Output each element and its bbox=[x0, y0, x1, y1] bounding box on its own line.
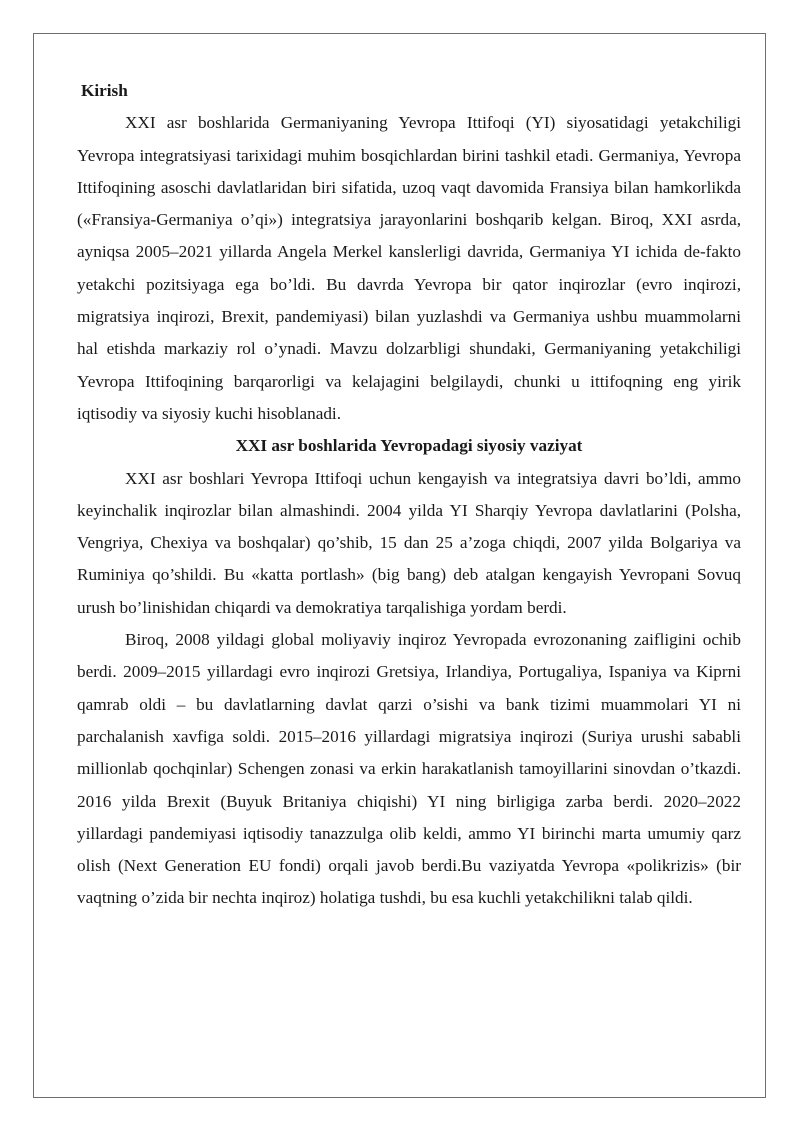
document-body bbox=[77, 75, 741, 915]
intro-paragraph: XXI asr boshlarida Germaniyaning Yevropa Ittifoqi (YI) siyosatidagi yetakchiligi Yevropa integratsiyasi tarixidagi muhim bosqichlardan birini tashkil etadi. Germaniya, Yevropa Ittifoqining asoschi davlatlaridan biri sifatida, uzoq vaqt davomida Fransiya bilan hamkorlikda («Fransiya-Germaniya o’qi») integratsiya jarayonlarini boshqarib kelgan. Biroq, XXI asrda, ayniqsa 2005–2021 yillarda Angela Merkel kanslerligi davrida, Germaniya YI ichida de-fakto yetakchi pozitsiyaga ega bo’ldi. Bu davrda Yevropa bir qator inqirozlar (evro inqirozi, migratsiya inqirozi, Brexit, pandemiyasi) bilan yuzlashdi va Germaniya ushbu muammolarni hal etishda markaziy rol o’ynadi. Mavzu dolzarbligi shundaki, Germaniyaning yetakchiligi Yevropa Ittifoqining barqarorligi va kelajagini belgilaydi, chunki u ittifoqning eng yirik iqtisodiy va siyosiy kuchi hisoblanadi. bbox=[77, 113, 741, 423]
section-paragraph-2: Biroq, 2008 yildagi global moliyaviy inqiroz Yevropada evrozonaning zaifligini ochib berdi. 2009–2015 yillardagi evro inqirozi Gretsiya, Irlandiya, Portugaliya, Ispaniya va Kiprni qamrab oldi – bu davlatlarning davlat qarzi o’sishi va bank tizimi muammolari YI ni parchalanish xavfiga soldi. 2015–2016 yillardagi migratsiya inqirozi (Suriya urushi sababli millionlab qochqinlar) Schengen zonasi va erkin harakatlanish tamoyillarini sinovdan o’tkazdi. 2016 yilda Brexit (Buyuk Britaniya chiqishi) YI ning birligiga zarba berdi. 2020–2022 yillardagi pandemiyasi iqtisodiy tanazzulga olib keldi, ammo YI birinchi marta umumiy qarz olish (Next Generation EU fondi) orqali javob berdi.Bu vaziyatda Yevropa «polikrizis» (bir vaqtning o’zida bir nechta inqiroz) holatiga tushdi, bu esa kuchli yetakchilikni talab qildi. bbox=[77, 630, 741, 908]
section-heading: XXI asr boshlarida Yevropadagi siyosiy vaziyat bbox=[235, 436, 583, 456]
section-paragraph-1: XXI asr boshlari Yevropa Ittifoqi uchun kengayish va integratsiya davri bo’ldi, ammo keyinchalik inqirozlar bilan almashindi. 2004 yilda YI Sharqiy Yevropa davlatlarini (Polsha, Vengriya, Chexiya va boshqalar) qo’shib, 15 dan 25 a’zoga chiqdi, 2007 yilda Bolgariya va Ruminiya qo’shildi. Bu «katta portlash» (big bang) deb atalgan kengayish Yevropani Sovuq urush bo’linishidan chiqardi va demokratiya tarqalishiga yordam berdi. bbox=[77, 468, 741, 617]
intro-heading: Kirish bbox=[81, 81, 128, 100]
